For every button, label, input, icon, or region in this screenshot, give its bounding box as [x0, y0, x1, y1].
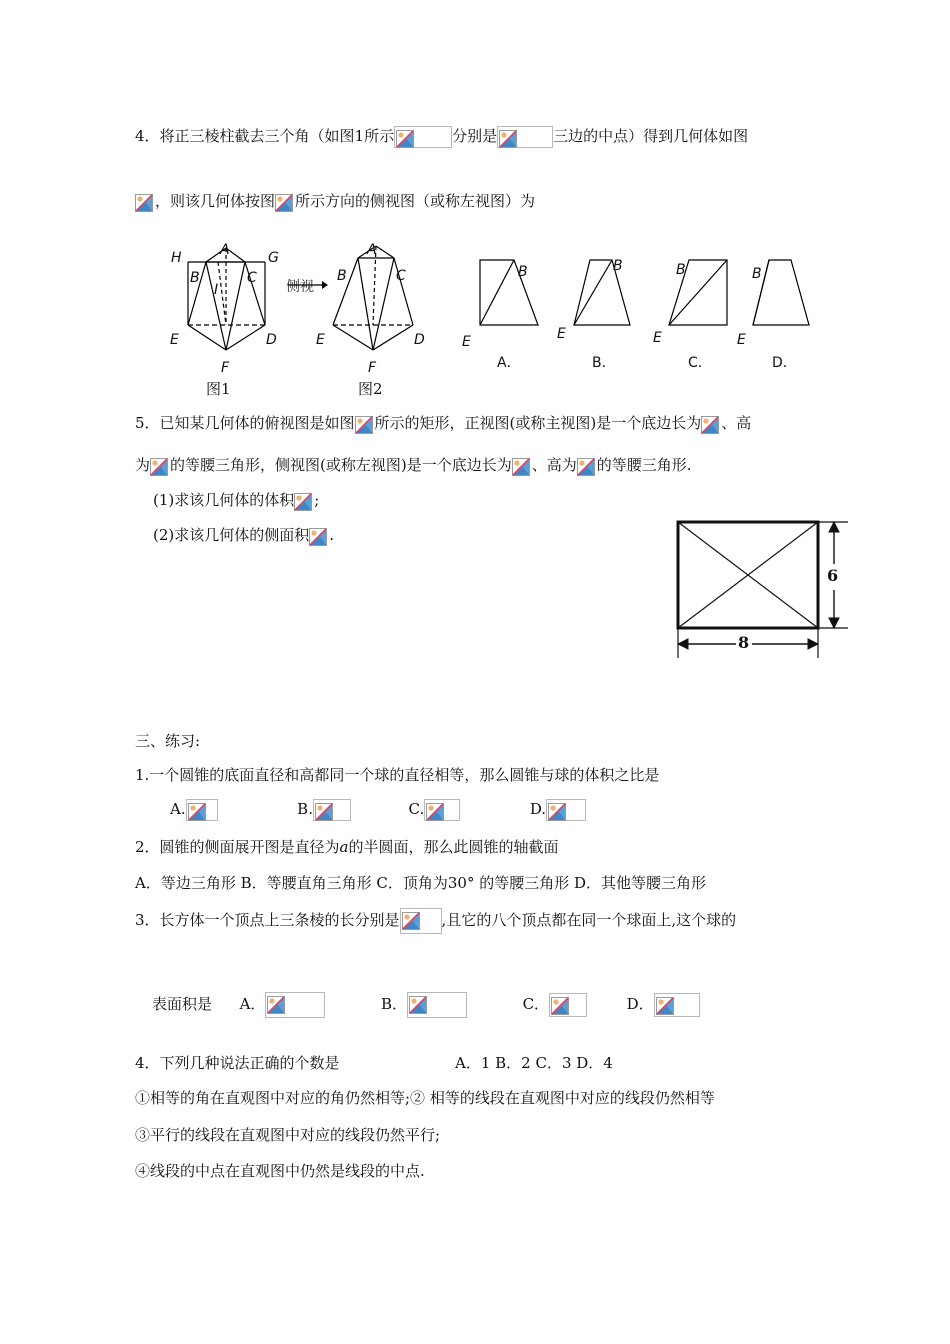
- formula-image-icon: [577, 455, 597, 477]
- q5-line2: 为 的等腰三角形，侧视图(或称左视图)是一个底边长为 、高为 的等腰三角形.: [135, 454, 692, 477]
- formula-image-icon: [497, 126, 553, 148]
- formula-image-icon: [424, 799, 460, 821]
- formula-image-icon: [549, 993, 587, 1017]
- formula-image-icon: [265, 992, 325, 1018]
- formula-image-icon: [275, 191, 295, 213]
- p3-text: 3．长方体一个顶点上三条棱的长分别是 ,且它的八个顶点都在同一个球面上,这个球的: [135, 908, 736, 934]
- section-title: 三、练习:: [135, 732, 201, 750]
- formula-image-icon: [394, 126, 452, 148]
- formula-image-icon: [313, 799, 351, 821]
- p2-text: 2．圆锥的侧面展开图是直径为a的半圆面，那么此圆锥的轴截面: [135, 838, 559, 856]
- view-direction-arrow-icon: [288, 279, 328, 291]
- figure-1-truncated-prism: [180, 240, 280, 340]
- p1-options: A. B. C. D.: [170, 798, 586, 821]
- top-view-rectangle-figure: [670, 515, 850, 663]
- p1-text: 1.一个圆锥的底面直径和高都同一个球的直径相等，那么圆锥与球的体积之比是: [135, 766, 660, 784]
- formula-image-icon: [512, 455, 532, 477]
- p4-statement-4: ④线段的中点在直观图中仍然是线段的中点.: [135, 1162, 425, 1180]
- formula-image-icon: [654, 993, 700, 1017]
- q5-sub2: (2)求该几何体的侧面积 .: [153, 524, 334, 547]
- formula-image-icon: [309, 525, 329, 547]
- formula-image-icon: [400, 908, 442, 934]
- formula-image-icon: [407, 992, 467, 1018]
- p4-text: 4．下列几种说法正确的个数是: [135, 1054, 340, 1072]
- q4-line2: ，则该几何体按图 所示方向的侧视图（或称左视图）为: [135, 190, 535, 213]
- formula-image-icon: [701, 413, 721, 435]
- p4-statement-3: ③平行的线段在直观图中对应的线段仍然平行;: [135, 1126, 441, 1144]
- formula-image-icon: [186, 799, 218, 821]
- p2-options: A．等边三角形 B．等腰直角三角形 C．顶角为30° 的等腰三角形 D．其他等腰三角形: [135, 874, 707, 892]
- option-b-figure: [572, 258, 634, 326]
- q4-line1: 4．将正三棱柱截去三个角（如图1所示 分别是 三边的中点）得到几何体如图: [135, 125, 748, 148]
- formula-image-icon: [150, 455, 170, 477]
- option-a-figure: [478, 258, 540, 326]
- q5-sub1: (1)求该几何体的体积 ;: [153, 489, 319, 512]
- formula-image-icon: [355, 413, 375, 435]
- p4-statement-1: ①相等的角在直观图中对应的角仍然相等;② 相等的线段在直观图中对应的线段仍然相等: [135, 1089, 715, 1107]
- formula-image-icon: [135, 191, 155, 213]
- formula-image-icon: [294, 490, 314, 512]
- formula-image-icon: [546, 799, 586, 821]
- q5-line1: 5．已知某几何体的俯视图是如图 所示的矩形，正视图(或称主视图)是一个底边长为 、高: [135, 412, 751, 435]
- p3-options: 表面积是 A． B． C． D．: [152, 992, 700, 1018]
- p4-options: A．1 B．2 C．3 D．4: [455, 1054, 613, 1072]
